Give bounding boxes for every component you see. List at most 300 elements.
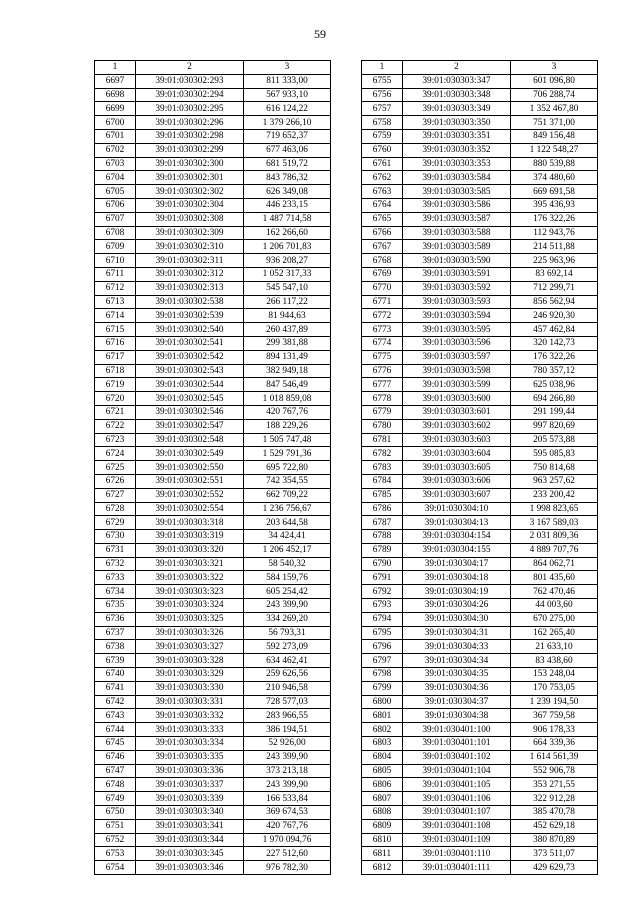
row-number-cell: 6790: [362, 557, 403, 571]
value-cell: 664 339,36: [511, 737, 598, 751]
column-header: 2: [136, 61, 244, 75]
value-cell: 452 629,18: [511, 819, 598, 833]
value-cell: 373 511,07: [511, 847, 598, 861]
row-number-cell: 6812: [362, 861, 403, 875]
value-cell: 634 462,41: [244, 654, 331, 668]
row-number-cell: 6697: [95, 74, 136, 88]
table-row: [362, 502, 598, 516]
table-row: [362, 143, 598, 157]
row-number-cell: 6763: [362, 185, 403, 199]
table-row: [362, 461, 598, 475]
cadastral-number-cell: 39:01:030303:592: [403, 281, 511, 295]
row-number-cell: 6752: [95, 833, 136, 847]
cadastral-number-cell: 39:01:030302:295: [136, 102, 244, 116]
table-row: [95, 240, 331, 254]
cadastral-number-cell: 39:01:030303:347: [403, 74, 511, 88]
cadastral-number-cell: 39:01:030303:586: [403, 198, 511, 212]
table-row: [362, 88, 598, 102]
value-cell: 322 912,28: [511, 792, 598, 806]
row-number-cell: 6739: [95, 654, 136, 668]
value-cell: 1 379 266,10: [244, 116, 331, 130]
column-header: 3: [244, 61, 331, 75]
row-number-cell: 6742: [95, 695, 136, 709]
table-row: [362, 419, 598, 433]
row-number-cell: 6778: [362, 392, 403, 406]
cadastral-number-cell: 39:01:030302:302: [136, 185, 244, 199]
row-number-cell: 6700: [95, 116, 136, 130]
column-header: 2: [403, 61, 511, 75]
row-number-cell: 6785: [362, 488, 403, 502]
value-cell: 2 031 809,36: [511, 530, 598, 544]
cadastral-number-cell: 39:01:030303:335: [136, 750, 244, 764]
row-number-cell: 6727: [95, 488, 136, 502]
table-row: [362, 405, 598, 419]
table-row: [362, 378, 598, 392]
cadastral-number-cell: 39:01:030302:549: [136, 447, 244, 461]
table-row: [95, 723, 331, 737]
row-number-cell: 6723: [95, 433, 136, 447]
table-row: [95, 737, 331, 751]
row-number-cell: 6796: [362, 640, 403, 654]
row-number-cell: 6754: [95, 861, 136, 875]
row-number-cell: 6745: [95, 737, 136, 751]
cadastral-number-cell: 39:01:030303:607: [403, 488, 511, 502]
table-row: [362, 474, 598, 488]
value-cell: 170 753,05: [511, 681, 598, 695]
table-row: [95, 640, 331, 654]
row-number-cell: 6773: [362, 323, 403, 337]
value-cell: 58 540,32: [244, 557, 331, 571]
value-cell: 1 505 747,48: [244, 433, 331, 447]
row-number-cell: 6709: [95, 240, 136, 254]
value-cell: 227 512,60: [244, 847, 331, 861]
table-row: [362, 833, 598, 847]
row-number-cell: 6704: [95, 171, 136, 185]
value-cell: 214 511,88: [511, 240, 598, 254]
cadastral-number-cell: 39:01:030303:332: [136, 709, 244, 723]
table-row: [362, 171, 598, 185]
value-cell: 894 131,49: [244, 350, 331, 364]
cadastral-number-cell: 39:01:030401:101: [403, 737, 511, 751]
table-row: [95, 350, 331, 364]
value-cell: 291 199,44: [511, 405, 598, 419]
table-row: [95, 557, 331, 571]
cadastral-number-cell: 39:01:030302:544: [136, 378, 244, 392]
cadastral-number-cell: 39:01:030302:546: [136, 405, 244, 419]
cadastral-number-cell: 39:01:030303:589: [403, 240, 511, 254]
row-number-cell: 6779: [362, 405, 403, 419]
column-header: 3: [511, 61, 598, 75]
value-cell: 811 333,00: [244, 74, 331, 88]
row-number-cell: 6744: [95, 723, 136, 737]
table-row: [95, 143, 331, 157]
table-row: [362, 323, 598, 337]
table-row: [362, 709, 598, 723]
value-cell: 1 236 756,67: [244, 502, 331, 516]
cadastral-number-cell: 39:01:030303:346: [136, 861, 244, 875]
row-number-cell: 6714: [95, 309, 136, 323]
cadastral-number-cell: 39:01:030302:550: [136, 461, 244, 475]
value-cell: 382 949,18: [244, 364, 331, 378]
value-cell: 856 562,94: [511, 295, 598, 309]
row-number-cell: 6809: [362, 819, 403, 833]
row-number-cell: 6698: [95, 88, 136, 102]
row-number-cell: 6766: [362, 226, 403, 240]
row-number-cell: 6798: [362, 668, 403, 682]
cadastral-number-cell: 39:01:030303:353: [403, 157, 511, 171]
value-cell: 243 399,90: [244, 778, 331, 792]
row-number-cell: 6794: [362, 612, 403, 626]
row-number-cell: 6749: [95, 792, 136, 806]
table-row: [95, 612, 331, 626]
table-row: [95, 861, 331, 875]
value-cell: 259 626,56: [244, 668, 331, 682]
value-cell: 243 399,90: [244, 599, 331, 613]
cadastral-number-cell: 39:01:030303:325: [136, 612, 244, 626]
table-row: [95, 778, 331, 792]
row-number-cell: 6722: [95, 419, 136, 433]
cadastral-number-cell: 39:01:030303:330: [136, 681, 244, 695]
value-cell: 728 577,03: [244, 695, 331, 709]
value-cell: 801 435,60: [511, 571, 598, 585]
table-row: [95, 447, 331, 461]
table-row: [362, 640, 598, 654]
value-cell: 380 870,89: [511, 833, 598, 847]
row-number-cell: 6715: [95, 323, 136, 337]
cadastral-number-cell: 39:01:030303:345: [136, 847, 244, 861]
cadastral-number-cell: 39:01:030302:296: [136, 116, 244, 130]
row-number-cell: 6712: [95, 281, 136, 295]
value-cell: 34 424,41: [244, 530, 331, 544]
table-row: [95, 198, 331, 212]
row-number-cell: 6730: [95, 530, 136, 544]
row-number-cell: 6791: [362, 571, 403, 585]
cadastral-number-cell: 39:01:030303:352: [403, 143, 511, 157]
cadastral-number-cell: 39:01:030304:26: [403, 599, 511, 613]
cadastral-number-cell: 39:01:030303:606: [403, 474, 511, 488]
cadastral-number-cell: 39:01:030302:294: [136, 88, 244, 102]
cadastral-number-cell: 39:01:030304:31: [403, 626, 511, 640]
table-row: [362, 295, 598, 309]
cadastral-number-cell: 39:01:030302:301: [136, 171, 244, 185]
table-row: [362, 309, 598, 323]
cadastral-number-cell: 39:01:030303:605: [403, 461, 511, 475]
cadastral-number-cell: 39:01:030302:312: [136, 267, 244, 281]
table-row: [95, 364, 331, 378]
table-row: [95, 585, 331, 599]
value-cell: 1 970 094,76: [244, 833, 331, 847]
value-cell: 299 381,88: [244, 336, 331, 350]
row-number-cell: 6732: [95, 557, 136, 571]
table-row: [95, 750, 331, 764]
value-cell: 233 200,42: [511, 488, 598, 502]
value-cell: 457 462,84: [511, 323, 598, 337]
cadastral-number-cell: 39:01:030303:351: [403, 129, 511, 143]
table-row: [362, 212, 598, 226]
table-row: [95, 102, 331, 116]
value-cell: 1 206 701,83: [244, 240, 331, 254]
cadastral-number-cell: 39:01:030401:100: [403, 723, 511, 737]
table-row: [95, 806, 331, 820]
table-row: [95, 792, 331, 806]
row-number-cell: 6746: [95, 750, 136, 764]
cadastral-number-cell: 39:01:030302:554: [136, 502, 244, 516]
cadastral-number-cell: 39:01:030302:552: [136, 488, 244, 502]
value-cell: 176 322,26: [511, 212, 598, 226]
value-cell: 681 519,72: [244, 157, 331, 171]
value-cell: 1 018 859,08: [244, 392, 331, 406]
cadastral-number-cell: 39:01:030304:155: [403, 543, 511, 557]
table-row: [362, 516, 598, 530]
cadastral-number-cell: 39:01:030401:104: [403, 764, 511, 778]
cadastral-number-cell: 39:01:030303:328: [136, 654, 244, 668]
table-row: [95, 378, 331, 392]
value-cell: 81 944,63: [244, 309, 331, 323]
row-number-cell: 6801: [362, 709, 403, 723]
row-number-cell: 6777: [362, 378, 403, 392]
table-row: [362, 737, 598, 751]
cadastral-number-cell: 39:01:030303:349: [403, 102, 511, 116]
row-number-cell: 6738: [95, 640, 136, 654]
value-cell: 695 722,80: [244, 461, 331, 475]
value-cell: 369 674,53: [244, 806, 331, 820]
table-body-left: [95, 61, 331, 875]
value-cell: 395 436,93: [511, 198, 598, 212]
value-cell: 1 529 791,36: [244, 447, 331, 461]
value-cell: 605 254,42: [244, 585, 331, 599]
value-cell: 205 573,88: [511, 433, 598, 447]
value-cell: 750 814,68: [511, 461, 598, 475]
row-number-cell: 6747: [95, 764, 136, 778]
value-cell: 260 437,89: [244, 323, 331, 337]
value-cell: 1 487 714,58: [244, 212, 331, 226]
value-cell: 176 322,26: [511, 350, 598, 364]
table-row: [362, 185, 598, 199]
cadastral-number-cell: 39:01:030304:36: [403, 681, 511, 695]
row-number-cell: 6781: [362, 433, 403, 447]
cadastral-number-cell: 39:01:030302:547: [136, 419, 244, 433]
cadastral-number-cell: 39:01:030303:344: [136, 833, 244, 847]
table-row: [362, 543, 598, 557]
table-row: [362, 557, 598, 571]
table-row: [95, 74, 331, 88]
value-cell: 429 629,73: [511, 861, 598, 875]
value-cell: 742 354,55: [244, 474, 331, 488]
cadastral-number-cell: 39:01:030303:319: [136, 530, 244, 544]
value-cell: 1 239 194,50: [511, 695, 598, 709]
row-number-cell: 6760: [362, 143, 403, 157]
table-row: [95, 323, 331, 337]
value-cell: 386 194,51: [244, 723, 331, 737]
row-number-cell: 6731: [95, 543, 136, 557]
cadastral-number-cell: 39:01:030302:545: [136, 392, 244, 406]
value-cell: 1 206 452,17: [244, 543, 331, 557]
row-number-cell: 6808: [362, 806, 403, 820]
cadastral-number-cell: 39:01:030302:548: [136, 433, 244, 447]
value-cell: 601 096,80: [511, 74, 598, 88]
page-number: 59: [314, 27, 326, 41]
table-row: [362, 198, 598, 212]
row-number-cell: 6721: [95, 405, 136, 419]
cadastral-number-cell: 39:01:030302:298: [136, 129, 244, 143]
cadastral-number-cell: 39:01:030304:35: [403, 668, 511, 682]
value-cell: 847 546,49: [244, 378, 331, 392]
table-row: [362, 488, 598, 502]
value-cell: 762 470,46: [511, 585, 598, 599]
row-number-cell: 6753: [95, 847, 136, 861]
cadastral-number-cell: 39:01:030303:590: [403, 254, 511, 268]
value-cell: 567 933,10: [244, 88, 331, 102]
table-row: [95, 88, 331, 102]
table-row: [95, 654, 331, 668]
row-number-cell: 6726: [95, 474, 136, 488]
table-row: [95, 516, 331, 530]
table-body-right: [362, 61, 598, 875]
value-cell: 374 480,60: [511, 171, 598, 185]
value-cell: 210 946,58: [244, 681, 331, 695]
cadastral-number-cell: 39:01:030303:340: [136, 806, 244, 820]
header-row: [95, 61, 331, 75]
table-row: [362, 350, 598, 364]
value-cell: 153 248,04: [511, 668, 598, 682]
cadastral-number-cell: 39:01:030303:324: [136, 599, 244, 613]
row-number-cell: 6716: [95, 336, 136, 350]
value-cell: 669 691,58: [511, 185, 598, 199]
cadastral-number-cell: 39:01:030304:13: [403, 516, 511, 530]
cadastral-number-cell: 39:01:030304:19: [403, 585, 511, 599]
table-row: [95, 488, 331, 502]
row-number-cell: 6736: [95, 612, 136, 626]
row-number-cell: 6811: [362, 847, 403, 861]
table-row: [95, 833, 331, 847]
table-row: [362, 157, 598, 171]
value-cell: 188 229,26: [244, 419, 331, 433]
value-cell: 694 266,80: [511, 392, 598, 406]
row-number-cell: 6772: [362, 309, 403, 323]
cadastral-number-cell: 39:01:030303:601: [403, 405, 511, 419]
value-cell: 936 208,27: [244, 254, 331, 268]
row-number-cell: 6708: [95, 226, 136, 240]
table-row: [362, 129, 598, 143]
value-cell: 706 288,74: [511, 88, 598, 102]
row-number-cell: 6771: [362, 295, 403, 309]
row-number-cell: 6755: [362, 74, 403, 88]
table-row: [95, 129, 331, 143]
row-number-cell: 6718: [95, 364, 136, 378]
value-cell: 552 906,78: [511, 764, 598, 778]
table-row: [362, 668, 598, 682]
table-row: [362, 433, 598, 447]
value-cell: 906 178,33: [511, 723, 598, 737]
column-header: 1: [362, 61, 403, 75]
table-row: [362, 240, 598, 254]
row-number-cell: 6733: [95, 571, 136, 585]
row-number-cell: 6802: [362, 723, 403, 737]
value-cell: 1 052 317,33: [244, 267, 331, 281]
row-number-cell: 6782: [362, 447, 403, 461]
cadastral-number-cell: 39:01:030401:105: [403, 778, 511, 792]
row-number-cell: 6800: [362, 695, 403, 709]
value-cell: 373 213,18: [244, 764, 331, 778]
table-row: [95, 254, 331, 268]
value-cell: 112 943,76: [511, 226, 598, 240]
value-cell: 880 539,88: [511, 157, 598, 171]
table-row: [362, 392, 598, 406]
value-cell: 420 767,76: [244, 405, 331, 419]
cadastral-number-cell: 39:01:030304:33: [403, 640, 511, 654]
table-row: [362, 599, 598, 613]
header-row: [362, 61, 598, 75]
row-number-cell: 6804: [362, 750, 403, 764]
value-cell: 420 767,76: [244, 819, 331, 833]
cadastral-number-cell: 39:01:030401:111: [403, 861, 511, 875]
row-number-cell: 6795: [362, 626, 403, 640]
value-cell: 751 371,00: [511, 116, 598, 130]
value-cell: 283 966,55: [244, 709, 331, 723]
cadastral-number-cell: 39:01:030303:350: [403, 116, 511, 130]
row-number-cell: 6805: [362, 764, 403, 778]
cadastral-number-cell: 39:01:030302:538: [136, 295, 244, 309]
cadastral-number-cell: 39:01:030304:154: [403, 530, 511, 544]
value-cell: 584 159,76: [244, 571, 331, 585]
table-row: [95, 281, 331, 295]
table-row: [95, 668, 331, 682]
value-cell: 166 533,84: [244, 792, 331, 806]
cadastral-number-cell: 39:01:030303:595: [403, 323, 511, 337]
value-cell: 670 275,00: [511, 612, 598, 626]
table-row: [362, 267, 598, 281]
row-number-cell: 6789: [362, 543, 403, 557]
table-row: [362, 626, 598, 640]
row-number-cell: 6725: [95, 461, 136, 475]
table-row: [362, 806, 598, 820]
row-number-cell: 6758: [362, 116, 403, 130]
table-row: [362, 336, 598, 350]
value-cell: 353 271,55: [511, 778, 598, 792]
cadastral-number-cell: 39:01:030401:102: [403, 750, 511, 764]
table-row: [362, 571, 598, 585]
row-number-cell: 6706: [95, 198, 136, 212]
table-row: [362, 861, 598, 875]
cadastral-number-cell: 39:01:030302:541: [136, 336, 244, 350]
row-number-cell: 6705: [95, 185, 136, 199]
table-row: [362, 530, 598, 544]
row-number-cell: 6743: [95, 709, 136, 723]
value-cell: 367 759,58: [511, 709, 598, 723]
table-row: [362, 612, 598, 626]
table-row: [95, 267, 331, 281]
table-row: [362, 778, 598, 792]
cadastral-number-cell: 39:01:030303:348: [403, 88, 511, 102]
table-row: [362, 447, 598, 461]
row-number-cell: 6786: [362, 502, 403, 516]
row-number-cell: 6735: [95, 599, 136, 613]
table-row: [362, 585, 598, 599]
value-cell: 56 793,31: [244, 626, 331, 640]
table-row: [362, 116, 598, 130]
table-row: [95, 157, 331, 171]
table-row: [362, 364, 598, 378]
value-cell: 320 142,73: [511, 336, 598, 350]
cadastral-number-cell: 39:01:030303:585: [403, 185, 511, 199]
cadastral-number-cell: 39:01:030304:30: [403, 612, 511, 626]
cadastral-number-cell: 39:01:030303:596: [403, 336, 511, 350]
row-number-cell: 6793: [362, 599, 403, 613]
cadastral-number-cell: 39:01:030303:587: [403, 212, 511, 226]
table-row: [95, 171, 331, 185]
value-cell: 266 117,22: [244, 295, 331, 309]
row-number-cell: 6729: [95, 516, 136, 530]
